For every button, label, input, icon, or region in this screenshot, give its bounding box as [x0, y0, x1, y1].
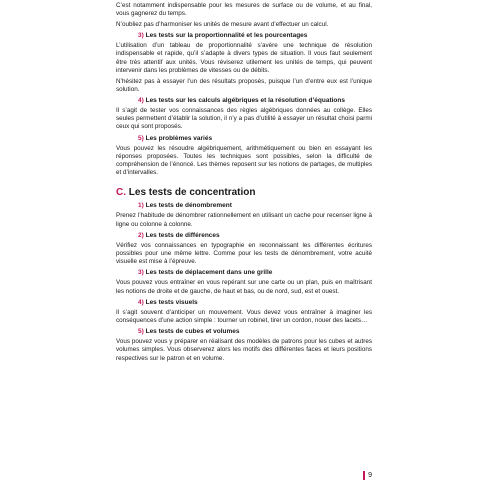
subsection-number: 4): [138, 97, 144, 105]
paragraph: Vous pouvez vous y préparer en réalisant des modèles de patrons pour les cubes et autres volumes simples. Vous observerez alors les motifs des différentes faces et leurs positions respectives sur le patron et en volume.: [116, 338, 372, 362]
paragraph: N’oubliez pas d’harmoniser les unités de mesure avant d’effectuer un calcul.: [116, 21, 329, 28]
page-number: [363, 471, 372, 480]
subsection-number: 2): [138, 231, 144, 239]
subsection-title: Les problèmes variés: [145, 134, 213, 142]
section-letter: C.: [116, 187, 126, 199]
subsection-heading: [138, 328, 372, 336]
subsection-heading: [138, 269, 372, 277]
paragraph: Il s’agit souvent d’anticiper un mouvement. Vous devez vous entraîner à imaginer les conséquences d’une action simple : tourner un robinet, tirer un cordon, nouer des lacets…: [116, 308, 372, 325]
page-number-text: 9: [368, 472, 372, 479]
subsection-number: 1): [138, 202, 144, 210]
subsection-title: Les tests visuels: [145, 298, 198, 306]
subsection-heading: [138, 97, 372, 105]
subsection-title: Les tests de déplacement dans une grille: [145, 269, 273, 277]
subsection-number: 5): [138, 134, 144, 142]
subsection-title: Les tests de dénombrement: [145, 202, 232, 210]
document-body: [116, 2, 372, 363]
subsection-number: 3): [138, 269, 144, 277]
subsection-heading: [138, 202, 372, 210]
paragraph: Il s’agit de tester vos connaissances des règles algébriques données au collège. Elles seules permettent d’établir la solution, il n’y a pas d’utilité à essayer un résultat choisi parmi ceux qui sont proposés.: [116, 107, 372, 131]
paragraph: Vous pouvez les résoudre algébriquement, arithmétiquement ou bien en essayant les réponses proposées. Toutes les techniques sont possibles, selon la difficulté de compréhension de l’énoncé. Les thèmes reposent sur les notions de partages, de multiples et d’intervalles.: [116, 144, 372, 177]
subsection-title: Les tests sur la proportionnalité et les pourcentages: [145, 32, 308, 40]
subsection-title: Les tests de cubes et volumes: [145, 328, 240, 336]
subsection-number: 5): [138, 328, 144, 336]
subsection-heading: [138, 299, 372, 307]
subsection-heading: [138, 135, 372, 143]
subsection-number: 4): [138, 298, 144, 306]
paragraph: Vous pouvez vous entraîner en vous repérant sur une carte ou un plan, puis en maîtrisant les notions de droite et de gauche, de haut et bas, ou de nord, sud, est et ouest.: [116, 279, 372, 295]
subsection-number: 3): [138, 32, 144, 40]
section-title: Les tests de concentration: [128, 187, 256, 199]
paragraph: C’est notamment indispensable pour les mesures de surface ou de volume, et au final, vous gagnerez du temps.: [116, 2, 372, 18]
paragraph: Prenez l’habitude de dénombrer rationnellement en utilisant un cache pour recenser ligne à ligne ou colonne à colonne.: [116, 212, 372, 228]
subsection-heading: [138, 32, 372, 40]
subsection-title: Les tests de différences: [145, 231, 220, 239]
paragraph: L’utilisation d’un tableau de proportionnalité s’avère une technique de résolution indispensable et rapide, qu’il s’adapte à divers types de situation. Il vous faut seulement être très attentif aux unités. Vous réviserez utilement les unités de temps, qui peuvent intervenir dans les problèmes de vitesses ou de débits.: [116, 42, 372, 74]
section-heading: [116, 187, 372, 199]
paragraph: Vérifiez vos connaissances en typographie en reconnaissant les différentes écritures possibles pour une même lettre. Comme pour les tests de dénombrement, votre acuité visuelle est mise à l’épreuve.: [116, 241, 372, 266]
subsection-title: Les tests sur les calculs algébriques et la résolution d’équations: [145, 97, 345, 105]
paragraph: N’hésitez pas à essayer l’un des résultats proposés, puisque l’un d’entre eux est l’unique solution.: [116, 77, 372, 93]
subsection-heading: [138, 232, 372, 240]
page-number-marker: [363, 471, 365, 480]
